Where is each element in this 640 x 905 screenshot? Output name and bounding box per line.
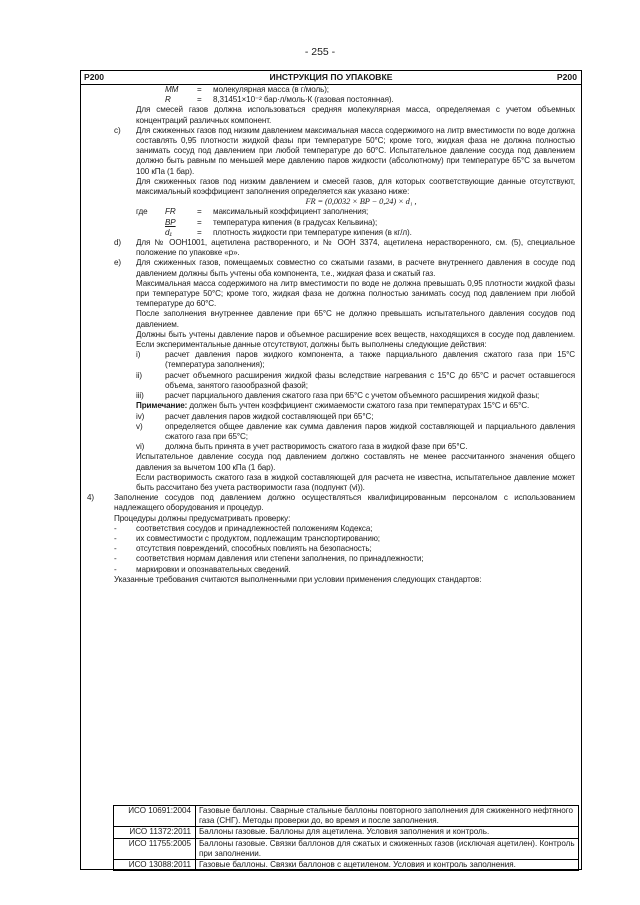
standard-code: ИСО 10691:2004 [114, 806, 196, 827]
standard-description: Газовые баллоны. Связки баллонов с ацетиленом. Условия и контроль заполнения. [196, 860, 579, 871]
item-e-tail [81, 452, 581, 493]
instruction-frame [80, 70, 582, 870]
note-label: Примечание: [136, 401, 188, 411]
paragraph: Должны быть учтены давление паров и объемное расширение всех веществ, находящихся в сосуде под давлением. Если экспериментальные данные отсутствуют, должны быть выполнены следующие действия: [136, 329, 575, 350]
paragraph: Для сжиженных газов под низким давлением и смесей газов, для которых соответствующие данные отсутствуют, максимальный коэффициент заполнения определяется как указано ниже: [136, 176, 575, 197]
item-marker: 4) [87, 493, 94, 503]
paragraph: Если растворимость сжатого газа в жидкой составляющей для расчета не известна, испытательное давление может быть рассчитано без учета растворимости газа (подпункт (vi)). [136, 472, 575, 492]
item-marker: d) [114, 238, 121, 248]
sub-step: iv) расчет давления паров жидкой составляющей при 65°C; [136, 411, 374, 421]
paragraph: Процедуры должны предусматривать проверку: [114, 513, 291, 523]
item-4 [81, 493, 581, 524]
standard-code: ИСО 13088:2011 [114, 860, 196, 871]
paragraph: Для сжиженных газов, помещаемых совместно со сжатыми газами, в расчете внутреннего давления в сосуде под давлением должны быть учтены оба компонента, т.е., жидкая фаза и сжатый газ. [136, 258, 575, 278]
list-item: - их совместимости с продуктом, подлежащим транспортированию; [114, 533, 380, 543]
fill-ratio-formula: FR = (0,0032 × BP − 0,24) × d₁ , [305, 197, 417, 207]
table-row [114, 838, 579, 859]
variable-row: R = 8,31451×10⁻² бар·л/моль·К (газовая постоянная). [165, 95, 394, 105]
page-number: - 255 - [304, 46, 336, 58]
note-text: должен быть учтен коэффициент сжимаемости сжатого газа при температурах 15°C и 65°C. [187, 401, 530, 411]
paragraph: Заполнение сосудов под давлением должно осуществляться квалифицированным персоналом с использованием надлежащего оборудования и процедур. [114, 493, 575, 513]
item-c [81, 126, 581, 197]
standard-code: ИСО 11372:2011 [114, 827, 196, 838]
list-item: - отсутствия повреждений, способных повлиять на безопасность; [114, 544, 372, 554]
item-marker: c) [114, 125, 121, 135]
paragraph: Для сжиженных газов под низким давлением максимальная масса содержимого на литр вместимости по воде должна составлять 0,95 плотности жидкой фазы при температуре 50°C; кроме того, жидкая фаза не должна полностью занимать сосуд под давлением при любой температуре до 60°C. Испытательное давление сосуда под давлением должно быть равным по меньшей мере давлению паров жидкости (абсолютному) при температуре 65°C за вычетом 100 кПа (1 бар). [136, 125, 575, 176]
list-item: - соответствия сосудов и принадлежностей положениям Кодекса; [114, 523, 373, 533]
standard-code: ИСО 11755:2005 [114, 838, 196, 859]
standard-description: Баллоны газовые. Связки баллонов для сжатых и сжиженных газов (исключая ацетилен). Контроль при заполнении. [196, 838, 579, 859]
item-marker: e) [114, 258, 121, 268]
list-item: - соответствия нормам давления или степени заполнения, по принадлежности; [114, 554, 424, 564]
sub-step: vi) должна быть принята в учет растворимость сжатого газа в жидкой фазе при 65°C. [136, 442, 468, 452]
list-item: - маркировки и опознавательных сведений. [114, 564, 291, 574]
paragraph: После заполнения внутреннее давление при 65°C не должно превышать испытательного давления сосудов под давлением. [136, 309, 575, 329]
paragraph: Для № ООН1001, ацетилена растворенного, и № ООН 3374, ацетилена нерастворенного, см. (5), специальное положение по упаковке «р». [136, 238, 575, 258]
variable-row: где FR = максимальный коэффициент заполнения; [136, 207, 369, 217]
item-d [81, 238, 581, 258]
mix-note: Для смесей газов должна использоваться средняя молекулярная масса, определяемая с учетом объемных концентраций различных компонент. [136, 105, 575, 125]
sub-step: iii) расчет парциального давления сжатого газа при 65°C с учетом объемного расширения жидкой фазы; [136, 391, 540, 401]
table-row [114, 827, 579, 838]
sub-step: ii) расчет объемного расширения жидкой фазы вследствие нагревания с 15°C до 65°C и расчет оставшегося объема, занятого газообразной фазой; [136, 370, 575, 390]
header-code-left: P200 [84, 72, 105, 82]
sub-step: v) определяется общее давление как сумма давления паров жидкой составляющей и парциального давления сжатого газа при 65°C; [136, 421, 575, 441]
header-code-right: P200 [556, 72, 577, 82]
paragraph: Указанные требования считаются выполненными при условии применения следующих стандартов: [114, 574, 482, 584]
table-row [114, 860, 579, 871]
header-title: ИНСТРУКЦИЯ ПО УПАКОВКЕ [269, 72, 393, 82]
standard-description: Газовые баллоны. Сварные стальные баллоны повторного заполнения для сжиженного нефтяного газа (СНГ). Методы проверки до, во время и после заполнения. [196, 806, 579, 827]
paragraph: Максимальная масса содержимого на литр вместимости по воде не должна превышать 0,95 плотности жидкой фазы при температуре 50°C; кроме того, жидкая фаза не должна полностью занимать сосуд под давлением при любой температуре до 60°C. [136, 278, 575, 309]
note [81, 401, 581, 411]
instruction-body [81, 85, 581, 585]
standard-description: Баллоны газовые. Баллоны для ацетилена. Условия заполнения и контроль. [196, 827, 579, 838]
variable-row: MM = молекулярная масса (в г/моль); [165, 85, 329, 94]
table-row [114, 806, 579, 827]
instruction-header [81, 71, 581, 85]
variable-row: d₁ = плотность жидкости при температуре кипения (в кг/л). [165, 227, 412, 237]
paragraph: Испытательное давление сосуда под давлением должно составлять не менее рассчитанного значения общего давления за вычетом 100 кПа (1 бар). [136, 452, 575, 472]
variable-row: BP = температура кипения (в градусах Кельвина); [165, 217, 378, 227]
item-e [81, 258, 581, 350]
sub-step: i) расчет давления паров жидкого компонента, а также парциального давления сжатого газа при 15°C (температура заполнения); [136, 350, 575, 370]
standards-table [113, 805, 579, 871]
